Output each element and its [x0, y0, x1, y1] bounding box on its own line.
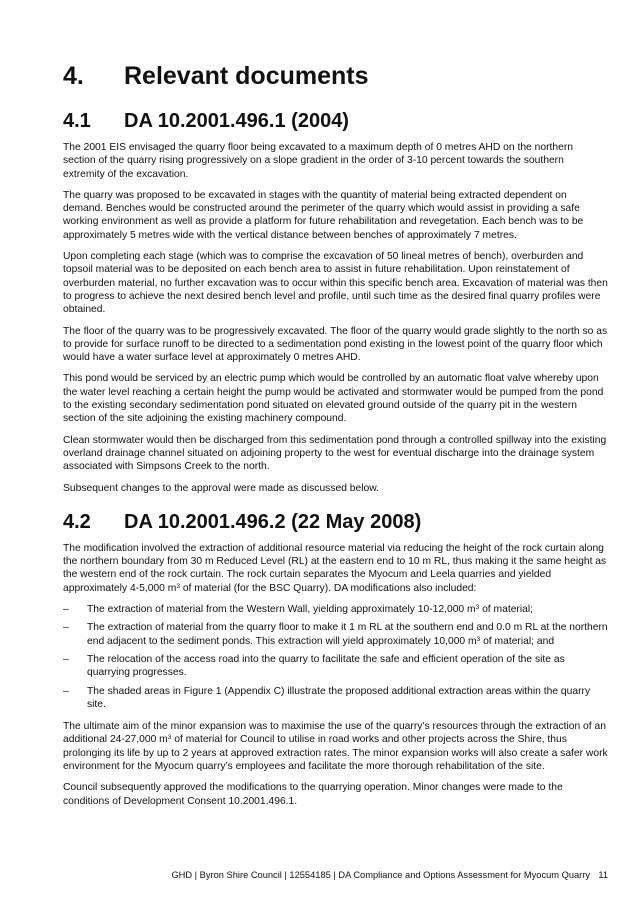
paragraph: The modification involved the extraction of additional resource material via reducing the height of the rock curtain along the northern boundary from 30 m Reduced Level (RL) at the eastern end to 10 m RL, thus making it the same height as the western end of the rock curtain. The rock curtain separates the Myocum and Leela quarries and yielded approximately 4-5,000 $m^3$ of material (for the BSC Quarry). DA modifications also included:: [63, 542, 607, 594]
subsection-heading-4-2: [63, 509, 608, 535]
paragraph: Clean stormwater would then be discharged from this sedimentation pond through a controlled spillway into the existing overland drainage channel situated on adjoining property to the west for eventual discharge into the drainage system associated with Simpsons Creek to the north.: [63, 434, 607, 473]
list-item: – The relocation of the access road into the quarry to facilitate the safe and efficient operation of the site as quarrying progresses.: [63, 653, 565, 679]
paragraph: The quarry was proposed to be excavated in stages with the quantity of material being extracted dependent on demand. Benches would be constructed around the perimeter of the quarry which would assist in providing a safe working environment as well as provide a platform for future rehabilitation and revegetation. Each bench was to be approximately 5 metres wide with the vertical distance between benches of approximately 7 metres.: [63, 189, 584, 241]
bullet-list: [63, 603, 608, 711]
paragraph: The floor of the quarry was to be progressively excavated. The floor of the quarry would grade slightly to the north so as to provide for surface runoff to be directed to a sedimentation pond existing in the lowest point of the quarry floor which would have a water surface level at approximately 0 metres AHD.: [63, 325, 608, 364]
document-page: [63, 60, 608, 816]
section-number: 4.: [63, 62, 84, 90]
paragraph: Upon completing each stage (which was to comprise the excavation of 50 lineal metres of bench), overburden and topsoil material was to be deposited on each bench area to assist in future rehabilitation. Upon reinstatement of overburden material, no further excavation was to occur within this specific bench area. Excavation of material was then to progress to achieve the next desired bench level and profile, until such time as the desired final quarry profiles were obtained.: [63, 251, 608, 316]
bullet-marker: –: [63, 685, 69, 697]
list-item: – The shaded areas in Figure 1 (Appendix C) illustrate the proposed additional extraction areas within the quarry site.: [63, 685, 591, 710]
paragraph: The ultimate aim of the minor expansion was to maximise the use of the quarry’s resources through the extraction of an additional 24-27,000 $m^3$ of material for Council to utilise in road works and other projects across the Shire, thus prolonging its life by up to 2 years at approved extraction rates. The minor expansion works will also create a safer work environment for the Myocum quarry’s employees and facilitate the more thorough rehabilitation of the site.: [63, 721, 608, 772]
page-footer: [0, 868, 637, 882]
page-number: 11: [598, 870, 608, 880]
list-item: – The extraction of material from the quarry floor to make it 1 m RL at the southern end and 0.0 m RL at the northern end adjacent to the sediment ponds. This extraction will yield approximately 10,000 $m^3$ of material; and: [63, 622, 608, 647]
footer-text: GHD | Byron Shire Council | 12554185 | DA Compliance and Options Assessment for Myocum Quarry: [171, 870, 590, 880]
section-title: Relevant documents: [124, 62, 369, 90]
subsection-number: 4.2: [63, 510, 91, 533]
bullet-marker: –: [63, 653, 69, 665]
paragraph: Council subsequently approved the modifications to the quarrying operation. Minor changes were made to the conditions of Development Consent 10.2001.496.1.: [63, 782, 563, 807]
bullet-marker: –: [63, 604, 69, 616]
bullet-marker: –: [63, 622, 69, 634]
subsection-heading-4-1: [63, 108, 608, 134]
subsection-title: DA 10.2001.496.1 (2004): [124, 110, 349, 132]
subsection-number: 4.1: [63, 110, 91, 132]
paragraph: Subsequent changes to the approval were made as discussed below.: [63, 482, 379, 494]
paragraph: The 2001 EIS envisaged the quarry floor being excavated to a maximum depth of 0 metres AHD on the northern section of the quarry rising progressively on a slope gradient in the order of 3-10 percent towards the southern extremity of the excavation.: [63, 142, 573, 180]
paragraph: This pond would be serviced by an electric pump which would be controlled by an automatic float valve whereby upon the water level reaching a certain height the pump would be activated and stormwater would be pumped from the pond to the existing secondary sedimentation pond situated on elevated ground outside of the quarry pit in the western section of the site adjoining the existing machinery compound.: [63, 373, 604, 425]
list-item: – The extraction of material from the Western Wall, yielding approximately 10-12,000 $m^3$ of material;: [63, 604, 534, 616]
section-heading: [63, 60, 608, 92]
subsection-title: DA 10.2001.496.2 (22 May 2008): [124, 510, 422, 533]
